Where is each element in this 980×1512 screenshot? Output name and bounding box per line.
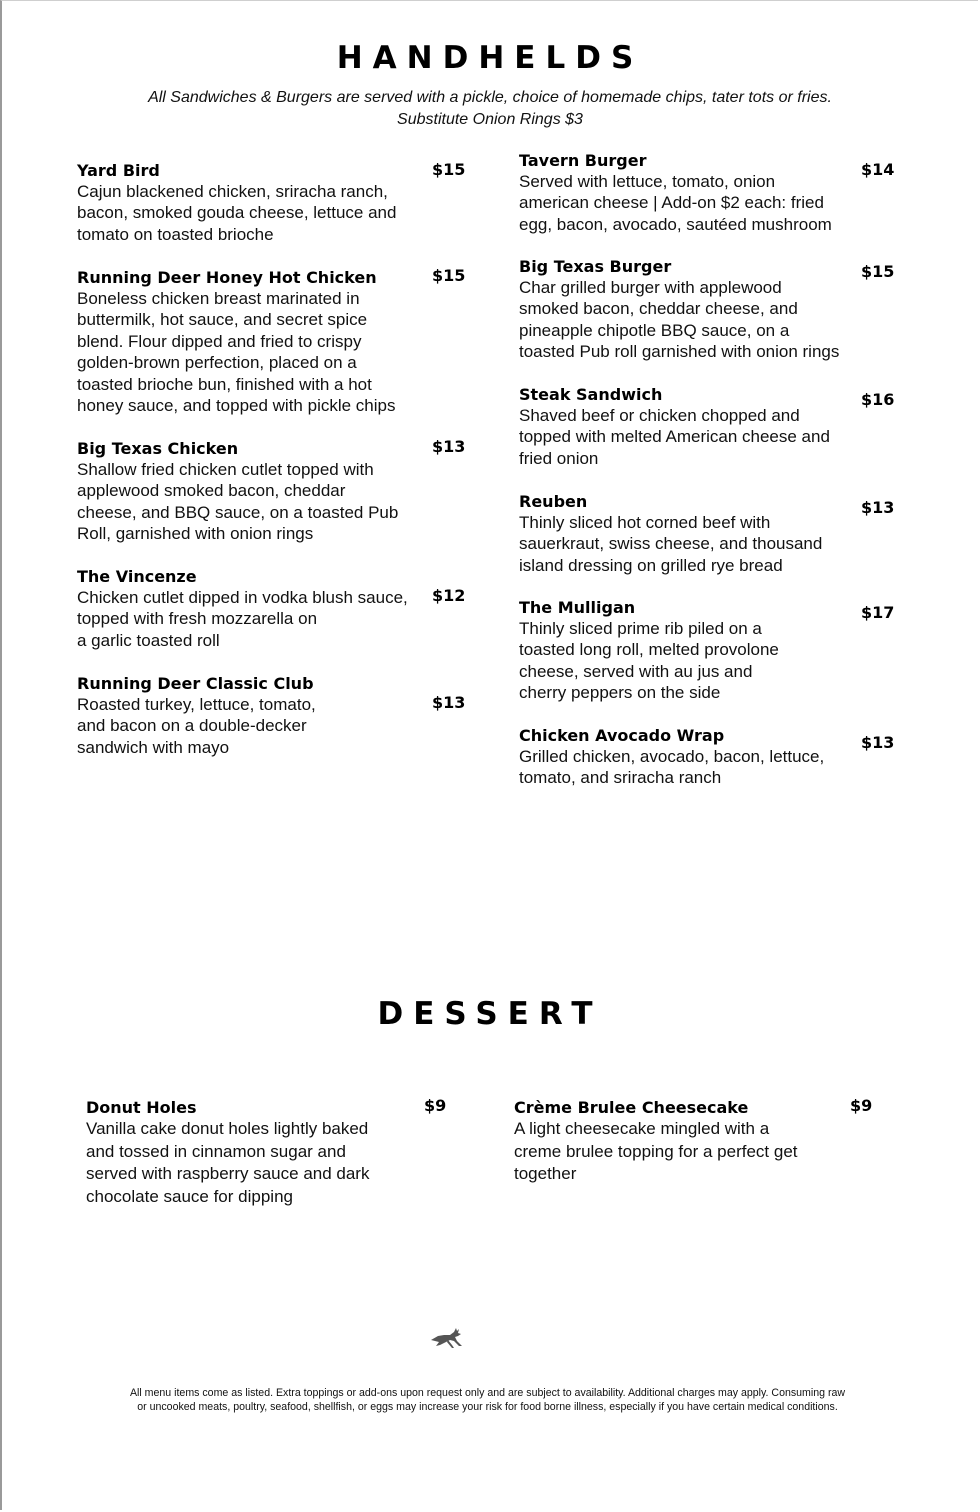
desc-line: topped with melted American cheese and (519, 427, 830, 447)
desc-line: smoked bacon, cheddar cheese, and (519, 299, 798, 319)
item-price: $9 (850, 1096, 873, 1115)
desc-line: topped with fresh mozzarella on (77, 609, 318, 629)
item-price: $16 (861, 390, 895, 409)
desc-line: Chicken cutlet dipped in vodka blush sauce, (77, 588, 408, 607)
item-price: $13 (861, 498, 895, 517)
disclaimer-line: All menu items come as listed. Extra toppings or add-ons upon request only and are subject to availability. Additional charges may apply. Consuming raw (129, 1387, 846, 1399)
item-name: Steak Sandwich (519, 385, 663, 404)
desc-line: honey sauce, and topped with pickle chips (77, 396, 396, 416)
desc-line: Roll, garnished with onion rings (77, 524, 314, 544)
menu-item-reuben (519, 491, 859, 576)
item-name: Reuben (519, 492, 588, 511)
desc-line: together (514, 1164, 577, 1184)
item-name: Big Texas Chicken (77, 439, 239, 458)
running-deer-icon (428, 1326, 464, 1350)
item-description (77, 288, 437, 416)
item-name: Big Texas Burger (519, 257, 672, 276)
desc-line: pineapple chipotle BBQ sauce, on a (519, 320, 790, 340)
item-description (86, 1118, 416, 1208)
desc-line: tomato, and sriracha ranch (519, 768, 722, 788)
menu-item-chicken-avocado-wrap (519, 725, 859, 789)
desc-line: Char grilled burger with applewood (519, 278, 782, 297)
item-description (519, 277, 859, 363)
item-name: The Vincenze (77, 567, 197, 586)
desc-line: Thinly sliced prime rib piled on a (519, 619, 762, 638)
menu-item-yard-bird (77, 160, 437, 245)
item-price: $12 (432, 586, 466, 605)
item-description (519, 512, 859, 576)
desc-line: golden-brown perfection, placed on a (77, 353, 357, 373)
item-price: $13 (432, 693, 466, 712)
item-name: Running Deer Honey Hot Chicken (77, 268, 377, 287)
menu-item-mulligan (519, 597, 859, 704)
item-name: Tavern Burger (519, 151, 647, 170)
desc-line: Grilled chicken, avocado, bacon, lettuce, (519, 747, 825, 766)
desc-line: Shaved beef or chicken chopped and (519, 406, 800, 425)
item-description (77, 181, 437, 245)
item-description (519, 405, 859, 469)
desc-line: tomato on toasted brioche (77, 224, 274, 244)
item-price: $14 (861, 160, 895, 179)
menu-item-vincenze (77, 566, 437, 651)
item-description (519, 746, 859, 789)
item-description (77, 587, 437, 651)
menu-item-honey-hot-chicken (77, 267, 437, 416)
desc-line: Served with lettuce, tomato, onion (519, 172, 776, 191)
desc-line: Shallow fried chicken cutlet topped with (77, 460, 374, 479)
item-price: $9 (424, 1096, 447, 1115)
desc-line: egg, bacon, avocado, sautéed mushroom (519, 214, 832, 234)
desc-line: served with raspberry sauce and dark (86, 1164, 370, 1184)
item-price: $15 (432, 266, 466, 285)
desc-line: sauerkraut, swiss cheese, and thousand (519, 534, 823, 554)
desc-line: toasted long roll, melted provolone (519, 640, 779, 660)
desc-line: creme brulee topping for a perfect get (514, 1141, 798, 1161)
desc-line: toasted Pub roll garnished with onion rings (519, 342, 840, 362)
item-name: Donut Holes (86, 1098, 197, 1117)
menu-item-steak-sandwich (519, 384, 859, 469)
desc-line: fried onion (519, 448, 599, 468)
desc-line: Roasted turkey, lettuce, tomato, (77, 695, 316, 714)
item-name: Crème Brulee Cheesecake (514, 1098, 749, 1117)
desc-line: american cheese | Add-on $2 each: fried (519, 193, 824, 213)
desc-line: Boneless chicken breast marinated in (77, 289, 360, 308)
item-price: $17 (861, 603, 895, 622)
item-name: Running Deer Classic Club (77, 674, 314, 693)
menu-item-classic-club (77, 673, 437, 758)
item-description (519, 171, 859, 235)
handhelds-subtitle: All Sandwiches & Burgers are served with a pickle, choice of homemade chips, tater tots or fries. (148, 89, 832, 106)
item-name: Yard Bird (77, 161, 160, 180)
desc-line: cheese, and BBQ sauce, on a toasted Pub (77, 502, 399, 522)
menu-item-big-texas-chicken (77, 438, 437, 545)
item-description (519, 618, 859, 704)
item-name: Chicken Avocado Wrap (519, 726, 725, 745)
desc-line: cherry peppers on the side (519, 683, 721, 703)
desc-line: bacon, smoked gouda cheese, lettuce and (77, 203, 397, 223)
item-description (514, 1118, 844, 1186)
desc-line: buttermilk, hot sauce, and secret spice (77, 310, 368, 330)
desc-line: and bacon on a double-decker (77, 716, 307, 736)
desc-line: cheese, served with au jus and (519, 661, 753, 681)
disclaimer (70, 1386, 905, 1414)
desc-line: Thinly sliced hot corned beef with (519, 513, 771, 532)
desc-line: sandwich with mayo (77, 737, 230, 757)
desc-line: blend. Flour dipped and fried to crispy (77, 331, 362, 351)
handhelds-subtitle-onion-rings: Substitute Onion Rings $3 (397, 111, 583, 128)
desc-line: and tossed in cinnamon sugar and (86, 1141, 346, 1161)
item-description (77, 694, 437, 758)
item-price: $13 (432, 437, 466, 456)
desc-line: applewood smoked bacon, cheddar (77, 481, 346, 501)
dessert-title: DESSERT (377, 996, 603, 1032)
item-price: $15 (432, 160, 466, 179)
menu-item-big-texas-burger (519, 256, 859, 363)
menu-item-donut-holes (86, 1097, 416, 1208)
disclaimer-line: or uncooked meats, poultry, seafood, shellfish, or eggs may increase your risk for food borne illness, especially if you have certain medical conditions. (137, 1401, 838, 1413)
desc-line: a garlic toasted roll (77, 630, 220, 650)
item-price: $13 (861, 733, 895, 752)
desc-line: island dressing on grilled rye bread (519, 555, 783, 575)
desc-line: toasted brioche bun, finished with a hot (77, 374, 372, 394)
menu-item-tavern-burger (519, 150, 859, 235)
menu-item-creme-brulee-cheesecake (514, 1097, 844, 1186)
desc-line: Vanilla cake donut holes lightly baked (86, 1119, 369, 1138)
item-name: The Mulligan (519, 598, 636, 617)
item-description (77, 459, 437, 545)
handhelds-title: HANDHELDS (336, 40, 644, 76)
item-price: $15 (861, 262, 895, 281)
desc-line: Cajun blackened chicken, sriracha ranch, (77, 182, 388, 201)
desc-line: chocolate sauce for dipping (86, 1186, 293, 1206)
desc-line: A light cheesecake mingled with a (514, 1119, 770, 1138)
